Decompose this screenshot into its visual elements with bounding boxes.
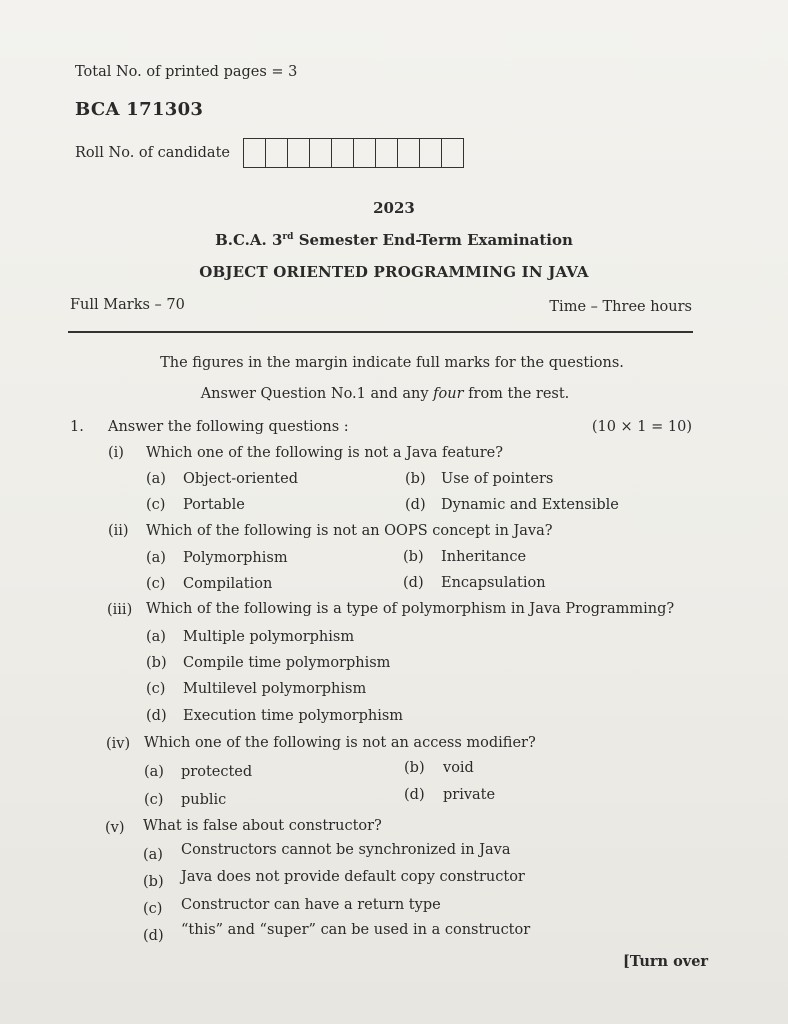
option-label: (b) <box>404 760 425 776</box>
option-label: (a) <box>146 629 166 645</box>
option-label: (c) <box>144 792 164 808</box>
roll-box <box>287 139 309 167</box>
part-number: (i) <box>108 445 124 461</box>
part-question: What is false about constructor? <box>143 818 382 834</box>
option-text: Encapsulation <box>441 575 546 591</box>
option-label: (a) <box>146 550 166 566</box>
option-text: protected <box>181 764 253 780</box>
option-text: Polymorphism <box>183 550 288 566</box>
option-text: Dynamic and Extensible <box>441 497 619 513</box>
instruction-marks: The figures in the margin indicate full marks for the questions. <box>160 355 624 371</box>
course-code: BCA 171303 <box>75 99 204 120</box>
option-text: Object-oriented <box>183 471 299 487</box>
option-text: Constructor can have a return type <box>181 897 441 913</box>
part-number: (v) <box>105 820 125 836</box>
part-number: (iii) <box>107 602 133 618</box>
part-question: Which one of the following is not a Java feature? <box>146 445 504 461</box>
option-label: (b) <box>405 471 426 487</box>
roll-box <box>309 139 331 167</box>
option-text: public <box>181 792 227 808</box>
full-marks: Full Marks – 70 <box>70 297 185 313</box>
option-text: Compilation <box>183 576 273 592</box>
part-question: Which one of the following is not an access modifier? <box>144 735 536 751</box>
option-label: (d) <box>405 497 426 513</box>
option-text: “this” and “super” can be used in a constructor <box>181 922 531 938</box>
exam-time: Time – Three hours <box>549 299 692 315</box>
roll-label: Roll No. of candidate <box>75 145 230 161</box>
roll-box <box>441 139 463 167</box>
roll-box <box>265 139 287 167</box>
option-label: (d) <box>403 575 424 591</box>
roll-box <box>375 139 397 167</box>
printed-pages: Total No. of printed pages = 3 <box>75 64 298 80</box>
roll-box <box>419 139 441 167</box>
option-label: (c) <box>143 901 163 917</box>
option-label: (d) <box>404 787 425 803</box>
option-text: Constructors cannot be synchronized in Java <box>181 842 511 858</box>
option-text: Inheritance <box>441 549 527 565</box>
subject-title: OBJECT ORIENTED PROGRAMMING IN JAVA <box>199 263 589 281</box>
roll-box <box>244 139 265 167</box>
roll-box <box>353 139 375 167</box>
option-label: (c) <box>146 497 166 513</box>
question-marks: (10 × 1 = 10) <box>591 419 692 435</box>
option-label: (c) <box>146 681 166 697</box>
part-number: (ii) <box>108 523 129 539</box>
part-question: Which of the following is a type of polymorphism in Java Programming? <box>146 601 675 617</box>
option-text: Multilevel polymorphism <box>183 681 367 697</box>
exam-year: 2023 <box>373 199 415 217</box>
option-text: void <box>443 760 474 776</box>
option-text: Java does not provide default copy constructor <box>181 869 525 885</box>
option-text: Use of pointers <box>441 471 554 487</box>
option-label: (b) <box>143 874 164 890</box>
option-text: Execution time polymorphism <box>183 708 404 724</box>
option-label: (b) <box>403 549 424 565</box>
option-text: Compile time polymorphism <box>183 655 391 671</box>
exam-title: B.C.A. 3rd Semester End-Term Examination <box>215 231 573 249</box>
option-text: private <box>443 787 496 803</box>
turn-over: [Turn over <box>623 953 709 970</box>
question-text: Answer the following questions : <box>108 419 349 435</box>
option-text: Multiple polymorphism <box>183 629 355 645</box>
option-label: (a) <box>143 847 163 863</box>
option-label: (a) <box>144 764 164 780</box>
option-label: (d) <box>143 928 164 944</box>
option-label: (d) <box>146 708 167 724</box>
header-divider <box>68 331 693 333</box>
option-label: (c) <box>146 576 166 592</box>
part-number: (iv) <box>106 736 131 752</box>
roll-number-boxes <box>243 138 464 168</box>
option-label: (a) <box>146 471 166 487</box>
roll-box <box>331 139 353 167</box>
part-question: Which of the following is not an OOPS concept in Java? <box>146 523 553 539</box>
roll-box <box>397 139 419 167</box>
option-text: Portable <box>183 497 245 513</box>
option-label: (b) <box>146 655 167 671</box>
instruction-answer: Answer Question No.1 and any four from the rest. <box>200 386 570 402</box>
question-number: 1. <box>70 419 84 435</box>
